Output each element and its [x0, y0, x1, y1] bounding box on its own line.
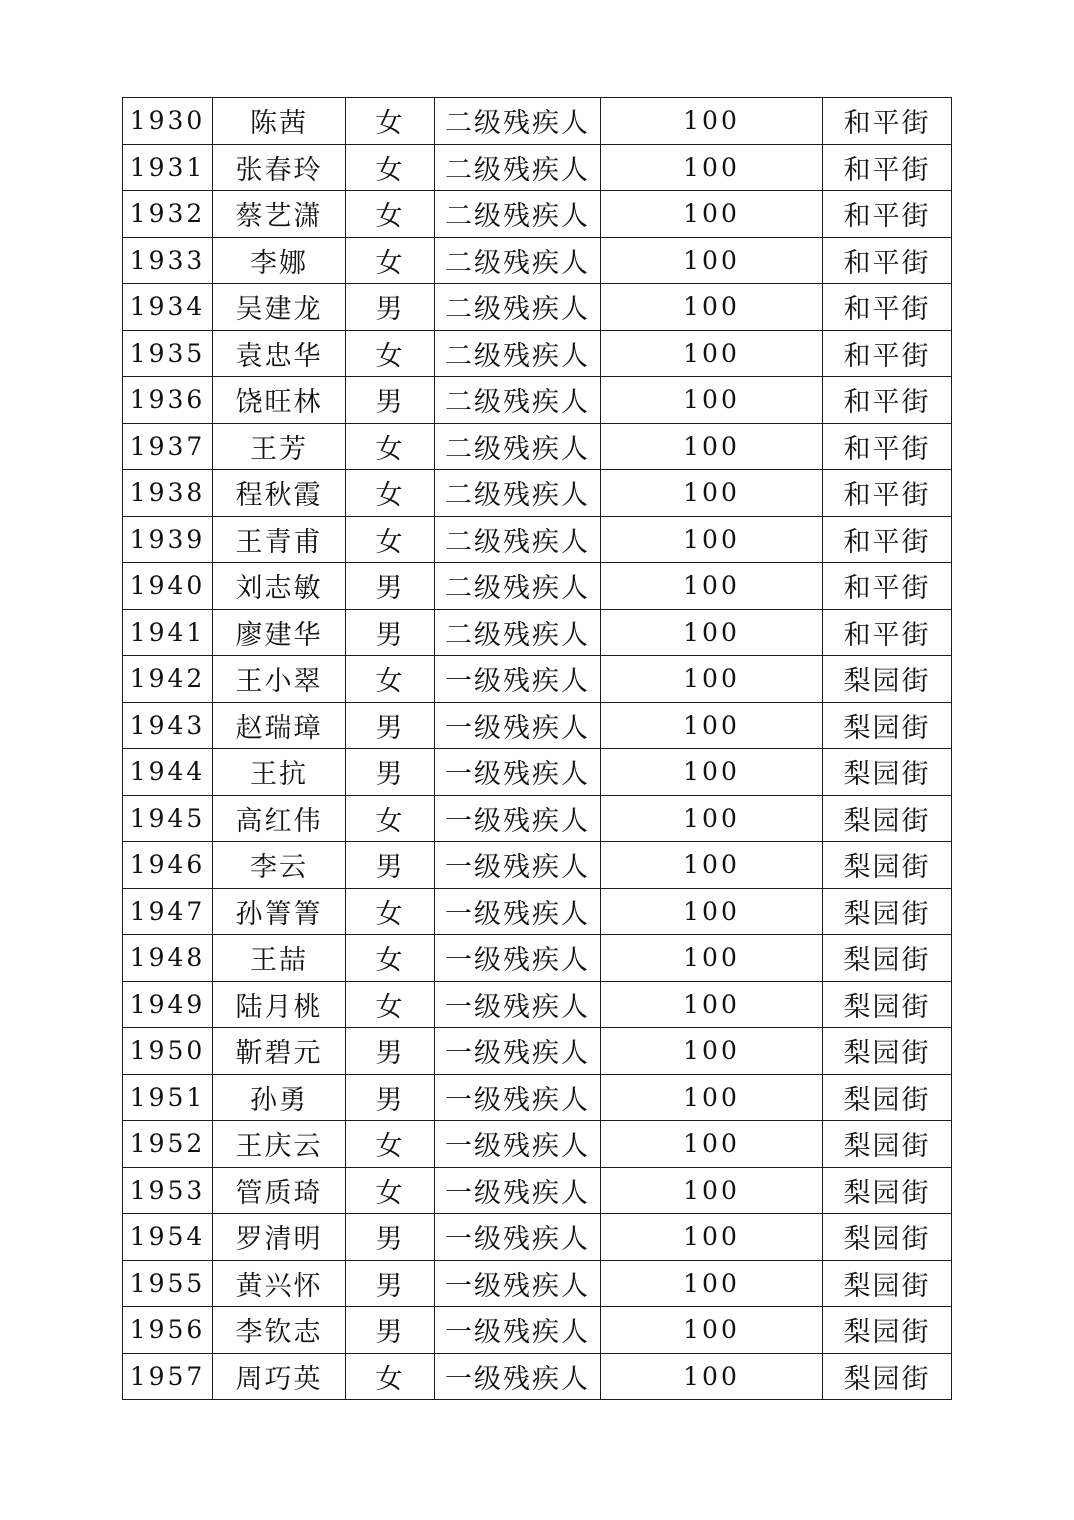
name-cell: 陆月桃 [213, 981, 346, 1028]
street-cell: 和平街 [823, 516, 952, 563]
name-cell: 王芳 [213, 423, 346, 470]
table-row [123, 656, 952, 703]
disability-level-cell: 二级残疾人 [435, 377, 601, 424]
street-cell: 梨园街 [823, 1353, 952, 1400]
name-cell: 刘志敏 [213, 563, 346, 610]
street-cell: 和平街 [823, 377, 952, 424]
street-cell: 梨园街 [823, 1121, 952, 1168]
table-row [123, 516, 952, 563]
name-cell: 程秋霞 [213, 470, 346, 517]
gender-cell: 女 [346, 330, 435, 377]
table-row [123, 1074, 952, 1121]
amount-cell: 100 [601, 609, 823, 656]
disability-level-cell: 二级残疾人 [435, 98, 601, 145]
name-cell: 饶旺林 [213, 377, 346, 424]
row-number-cell: 1956 [123, 1307, 213, 1354]
street-cell: 梨园街 [823, 1214, 952, 1261]
row-number-cell: 1957 [123, 1353, 213, 1400]
row-number-cell: 1946 [123, 842, 213, 889]
gender-cell: 男 [346, 377, 435, 424]
row-number-cell: 1933 [123, 237, 213, 284]
table-row [123, 377, 952, 424]
name-cell: 王庆云 [213, 1121, 346, 1168]
table-row [123, 563, 952, 610]
table-row [123, 795, 952, 842]
amount-cell: 100 [601, 377, 823, 424]
street-cell: 和平街 [823, 98, 952, 145]
street-cell: 梨园街 [823, 1307, 952, 1354]
gender-cell: 女 [346, 1121, 435, 1168]
row-number-cell: 1947 [123, 888, 213, 935]
table-row [123, 98, 952, 145]
name-cell: 蔡艺潇 [213, 191, 346, 238]
gender-cell: 男 [346, 702, 435, 749]
row-number-cell: 1931 [123, 144, 213, 191]
disability-level-cell: 二级残疾人 [435, 563, 601, 610]
gender-cell: 女 [346, 1353, 435, 1400]
amount-cell: 100 [601, 191, 823, 238]
street-cell: 梨园街 [823, 795, 952, 842]
name-cell: 管质琦 [213, 1167, 346, 1214]
table-row [123, 1214, 952, 1261]
street-cell: 梨园街 [823, 1260, 952, 1307]
disability-level-cell: 二级残疾人 [435, 284, 601, 331]
amount-cell: 100 [601, 423, 823, 470]
amount-cell: 100 [601, 981, 823, 1028]
table-row [123, 191, 952, 238]
gender-cell: 男 [346, 1074, 435, 1121]
gender-cell: 男 [346, 563, 435, 610]
gender-cell: 男 [346, 1028, 435, 1075]
disability-level-cell: 一级残疾人 [435, 1121, 601, 1168]
amount-cell: 100 [601, 237, 823, 284]
name-cell: 王小翠 [213, 656, 346, 703]
row-number-cell: 1943 [123, 702, 213, 749]
row-number-cell: 1952 [123, 1121, 213, 1168]
name-cell: 李云 [213, 842, 346, 889]
gender-cell: 男 [346, 1260, 435, 1307]
street-cell: 梨园街 [823, 702, 952, 749]
street-cell: 和平街 [823, 284, 952, 331]
disability-level-cell: 一级残疾人 [435, 749, 601, 796]
table-row [123, 330, 952, 377]
gender-cell: 女 [346, 191, 435, 238]
street-cell: 梨园街 [823, 1028, 952, 1075]
gender-cell: 女 [346, 237, 435, 284]
street-cell: 梨园街 [823, 749, 952, 796]
name-cell: 袁忠华 [213, 330, 346, 377]
amount-cell: 100 [601, 330, 823, 377]
row-number-cell: 1954 [123, 1214, 213, 1261]
gender-cell: 男 [346, 842, 435, 889]
table-row [123, 935, 952, 982]
table-row [123, 284, 952, 331]
gender-cell: 女 [346, 516, 435, 563]
street-cell: 和平街 [823, 191, 952, 238]
disability-level-cell: 一级残疾人 [435, 888, 601, 935]
row-number-cell: 1945 [123, 795, 213, 842]
amount-cell: 100 [601, 842, 823, 889]
disability-level-cell: 一级残疾人 [435, 1167, 601, 1214]
name-cell: 周巧英 [213, 1353, 346, 1400]
row-number-cell: 1955 [123, 1260, 213, 1307]
table-row [123, 888, 952, 935]
table-row [123, 981, 952, 1028]
table-row [123, 842, 952, 889]
table-row [123, 1167, 952, 1214]
row-number-cell: 1948 [123, 935, 213, 982]
gender-cell: 女 [346, 423, 435, 470]
disability-level-cell: 一级残疾人 [435, 702, 601, 749]
row-number-cell: 1934 [123, 284, 213, 331]
street-cell: 和平街 [823, 470, 952, 517]
name-cell: 李钦志 [213, 1307, 346, 1354]
disability-level-cell: 二级残疾人 [435, 237, 601, 284]
row-number-cell: 1939 [123, 516, 213, 563]
disability-level-cell: 一级残疾人 [435, 1353, 601, 1400]
row-number-cell: 1949 [123, 981, 213, 1028]
disability-level-cell: 二级残疾人 [435, 609, 601, 656]
table-row [123, 1028, 952, 1075]
row-number-cell: 1942 [123, 656, 213, 703]
name-cell: 王喆 [213, 935, 346, 982]
street-cell: 梨园街 [823, 981, 952, 1028]
gender-cell: 女 [346, 1167, 435, 1214]
gender-cell: 女 [346, 656, 435, 703]
gender-cell: 女 [346, 935, 435, 982]
row-number-cell: 1938 [123, 470, 213, 517]
row-number-cell: 1940 [123, 563, 213, 610]
gender-cell: 女 [346, 144, 435, 191]
street-cell: 和平街 [823, 330, 952, 377]
disability-level-cell: 一级残疾人 [435, 1074, 601, 1121]
gender-cell: 女 [346, 795, 435, 842]
amount-cell: 100 [601, 795, 823, 842]
gender-cell: 女 [346, 98, 435, 145]
name-cell: 孙勇 [213, 1074, 346, 1121]
amount-cell: 100 [601, 98, 823, 145]
street-cell: 梨园街 [823, 656, 952, 703]
disability-level-cell: 一级残疾人 [435, 935, 601, 982]
row-number-cell: 1930 [123, 98, 213, 145]
row-number-cell: 1950 [123, 1028, 213, 1075]
table-row [123, 144, 952, 191]
disability-level-cell: 二级残疾人 [435, 191, 601, 238]
name-cell: 靳碧元 [213, 1028, 346, 1075]
street-cell: 和平街 [823, 423, 952, 470]
amount-cell: 100 [601, 656, 823, 703]
street-cell: 梨园街 [823, 935, 952, 982]
table-row [123, 702, 952, 749]
amount-cell: 100 [601, 1260, 823, 1307]
table-row [123, 609, 952, 656]
street-cell: 和平街 [823, 563, 952, 610]
row-number-cell: 1941 [123, 609, 213, 656]
name-cell: 王抗 [213, 749, 346, 796]
name-cell: 黄兴怀 [213, 1260, 346, 1307]
name-cell: 张春玲 [213, 144, 346, 191]
gender-cell: 男 [346, 609, 435, 656]
disability-level-cell: 一级残疾人 [435, 1260, 601, 1307]
amount-cell: 100 [601, 1121, 823, 1168]
street-cell: 梨园街 [823, 1167, 952, 1214]
row-number-cell: 1937 [123, 423, 213, 470]
amount-cell: 100 [601, 1353, 823, 1400]
street-cell: 梨园街 [823, 1074, 952, 1121]
disability-level-cell: 一级残疾人 [435, 1307, 601, 1354]
gender-cell: 男 [346, 1307, 435, 1354]
row-number-cell: 1935 [123, 330, 213, 377]
row-number-cell: 1944 [123, 749, 213, 796]
amount-cell: 100 [601, 563, 823, 610]
amount-cell: 100 [601, 749, 823, 796]
disability-level-cell: 一级残疾人 [435, 842, 601, 889]
street-cell: 梨园街 [823, 842, 952, 889]
name-cell: 孙箐箐 [213, 888, 346, 935]
disability-level-cell: 二级残疾人 [435, 423, 601, 470]
name-cell: 吴建龙 [213, 284, 346, 331]
disability-level-cell: 一级残疾人 [435, 981, 601, 1028]
gender-cell: 男 [346, 749, 435, 796]
amount-cell: 100 [601, 1214, 823, 1261]
disability-level-cell: 二级残疾人 [435, 144, 601, 191]
table-row [123, 237, 952, 284]
amount-cell: 100 [601, 702, 823, 749]
street-cell: 梨园街 [823, 888, 952, 935]
amount-cell: 100 [601, 1028, 823, 1075]
name-cell: 王青甫 [213, 516, 346, 563]
amount-cell: 100 [601, 1074, 823, 1121]
table-row [123, 1353, 952, 1400]
table-row [123, 423, 952, 470]
street-cell: 和平街 [823, 144, 952, 191]
table-body [123, 98, 952, 1400]
table-row [123, 1307, 952, 1354]
disability-level-cell: 一级残疾人 [435, 1214, 601, 1261]
row-number-cell: 1951 [123, 1074, 213, 1121]
gender-cell: 女 [346, 888, 435, 935]
disability-level-cell: 二级残疾人 [435, 330, 601, 377]
gender-cell: 女 [346, 470, 435, 517]
table-row [123, 1260, 952, 1307]
street-cell: 和平街 [823, 237, 952, 284]
name-cell: 赵瑞璋 [213, 702, 346, 749]
amount-cell: 100 [601, 935, 823, 982]
row-number-cell: 1932 [123, 191, 213, 238]
amount-cell: 100 [601, 284, 823, 331]
row-number-cell: 1953 [123, 1167, 213, 1214]
name-cell: 罗清明 [213, 1214, 346, 1261]
disability-level-cell: 二级残疾人 [435, 516, 601, 563]
disability-level-cell: 一级残疾人 [435, 1028, 601, 1075]
table-row [123, 749, 952, 796]
table-row [123, 1121, 952, 1168]
gender-cell: 男 [346, 284, 435, 331]
name-cell: 高红伟 [213, 795, 346, 842]
disability-level-cell: 二级残疾人 [435, 470, 601, 517]
amount-cell: 100 [601, 470, 823, 517]
disability-level-cell: 一级残疾人 [435, 656, 601, 703]
amount-cell: 100 [601, 144, 823, 191]
table-row [123, 470, 952, 517]
name-cell: 李娜 [213, 237, 346, 284]
name-cell: 陈茜 [213, 98, 346, 145]
amount-cell: 100 [601, 1307, 823, 1354]
row-number-cell: 1936 [123, 377, 213, 424]
gender-cell: 女 [346, 981, 435, 1028]
amount-cell: 100 [601, 888, 823, 935]
amount-cell: 100 [601, 516, 823, 563]
street-cell: 和平街 [823, 609, 952, 656]
name-cell: 廖建华 [213, 609, 346, 656]
gender-cell: 男 [346, 1214, 435, 1261]
subsidy-table [122, 97, 952, 1400]
disability-level-cell: 一级残疾人 [435, 795, 601, 842]
amount-cell: 100 [601, 1167, 823, 1214]
